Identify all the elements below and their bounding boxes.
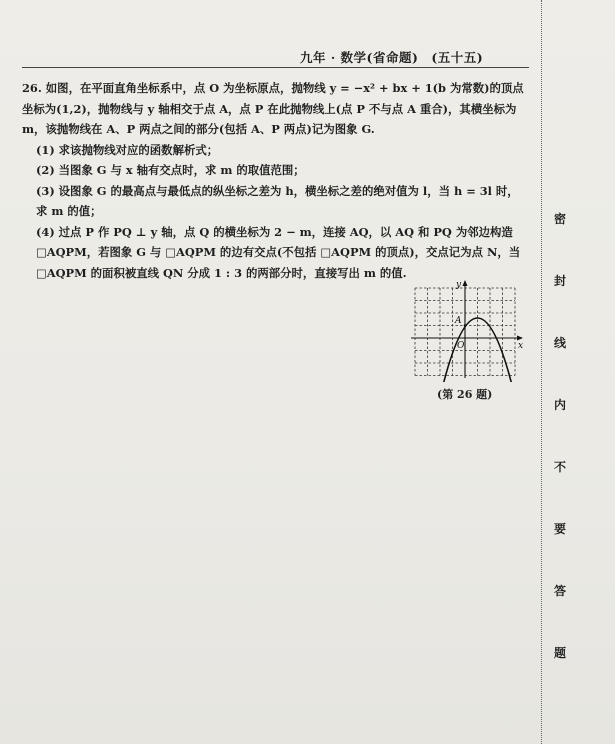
seal-char-8: 题 [553, 646, 566, 660]
question-part-4: (4) 过点 P 作 PQ ⊥ y 轴，点 Q 的横坐标为 2 − m，连接 AQ，以 AQ 和 PQ 为邻边构造 □AQPM，若图象 G 与 □AQPM 的边有交点(不包括 □AQPM 的顶点)，交点记为点 N，当 □AQPM 的面积被直线 QN 分成 1 : 3 的两部分时，直接写出 m 的值. [36, 224, 521, 280]
question-part-1: (1) 求该抛物线对应的函数解析式； [36, 142, 219, 157]
figure-caption: (第 26 题) [437, 388, 493, 401]
seal-char-6: 要 [553, 522, 566, 536]
question-part-2: (2) 当图象 G 与 x 轴有交点时，求 m 的取值范围； [36, 163, 305, 177]
seal-char-1: 密 [553, 212, 566, 226]
question-26 [22, 78, 530, 283]
page-header: 九年 · 数学(省命题) (五十五) [300, 50, 484, 65]
point-a-label: A [455, 316, 462, 326]
seal-char-5: 不 [553, 460, 566, 474]
point-a-marker [464, 324, 467, 327]
origin-label: O [457, 341, 465, 351]
seal-char-3: 线 [553, 336, 566, 350]
y-axis-label: y [456, 280, 462, 290]
seal-char-7: 答 [553, 584, 566, 598]
seal-char-4: 内 [553, 398, 566, 412]
x-axis-label: x [518, 341, 524, 351]
seal-dotted-line [541, 0, 542, 744]
question-stem: 26. 如图，在平面直角坐标系中，点 O 为坐标原点，抛物线 y = −x² + bx + 1(b 为常数)的顶点坐标为(1,2)，抛物线与 y 轴相交于点 A，点 P 在此抛物线上(点 P 不与点 A 重合)，其横坐标为 m，该抛物线在 A、P 两点之间的部分(包括 A、P 两点)记为图象 G. [22, 81, 524, 136]
parabola-figure [405, 278, 530, 398]
seal-char-2: 封 [553, 274, 566, 288]
question-part-3: (3) 设图象 G 的最高点与最低点的纵坐标之差为 h，横坐标之差的绝对值为 l，当 h = 3l 时，求 m 的值； [36, 183, 519, 218]
header-divider [22, 67, 529, 68]
